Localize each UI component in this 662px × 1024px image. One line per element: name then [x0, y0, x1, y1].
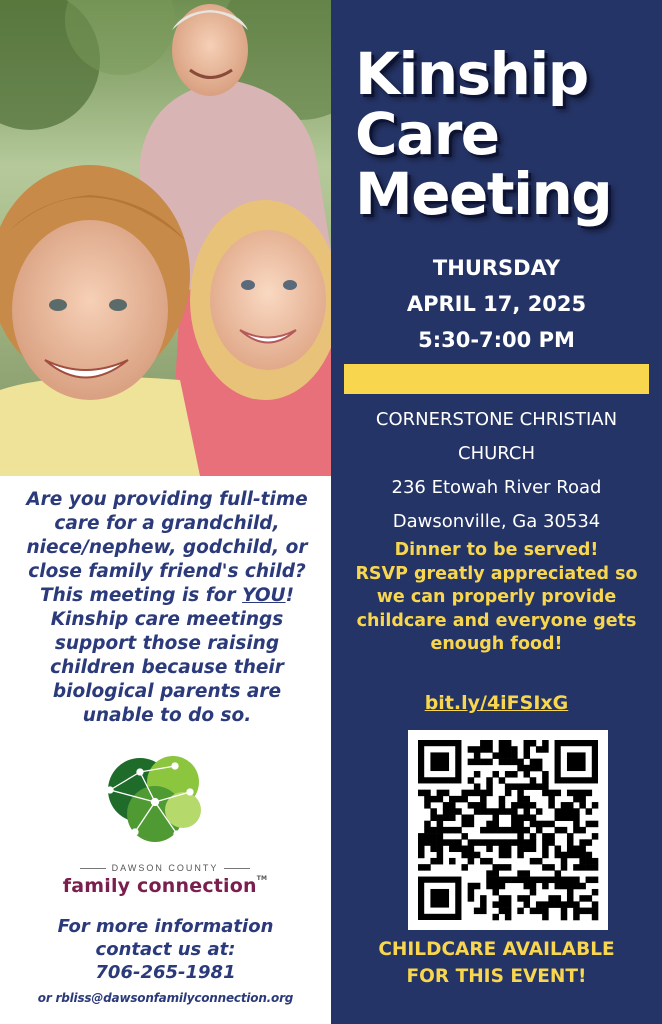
note-line: childcare and everyone gets — [356, 610, 637, 631]
intro-emphasis-you: YOU — [242, 585, 286, 606]
event-date: APRIL 17, 2025 — [406, 292, 587, 316]
family-connection-logo-icon — [95, 752, 215, 852]
note-line: RSVP greatly appreciated so — [355, 563, 638, 584]
title-line: Kinship — [355, 40, 588, 108]
intro-line: children because their — [50, 657, 284, 678]
divider — [224, 868, 250, 869]
venue-name: CORNERSTONE CHRISTIAN — [375, 409, 618, 430]
event-datetime — [331, 250, 662, 358]
event-venue — [331, 403, 662, 539]
intro-text-part: ! — [285, 585, 295, 606]
contact-line: For more information — [57, 916, 274, 937]
intro-line: Are you providing full-time — [26, 489, 308, 510]
contact-phone: 706-265-1981 — [95, 962, 236, 983]
event-day: THURSDAY — [432, 256, 561, 280]
intro-line: support those raising — [54, 633, 280, 654]
trademark-mark: TM — [256, 875, 268, 882]
right-column — [331, 0, 662, 1024]
org-name — [50, 875, 280, 897]
intro-line — [8, 584, 326, 608]
intro-line: Kinship care meetings — [50, 609, 284, 630]
contact-info — [0, 915, 331, 1007]
childcare-line: FOR THIS EVENT! — [406, 966, 587, 987]
venue-name: CHURCH — [458, 443, 535, 464]
intro-line: close family friend's child? — [28, 561, 306, 582]
note-line: enough food! — [430, 634, 563, 654]
intro-line: care for a grandchild, — [54, 513, 280, 534]
title-line: Care — [355, 100, 499, 168]
event-title — [355, 40, 655, 228]
contact-email: or rbliss@dawsonfamilyconnection.org — [37, 991, 294, 1005]
divider — [80, 868, 106, 869]
event-notes — [335, 539, 658, 657]
rsvp-link[interactable]: bit.ly/4iFSIxG — [424, 692, 569, 714]
county-name: DAWSON COUNTY — [111, 863, 219, 873]
qr-code-icon[interactable] — [408, 730, 608, 930]
event-time: 5:30-7:00 PM — [418, 328, 575, 352]
organization-wordmark — [50, 863, 280, 897]
note-line: Dinner to be served! — [394, 540, 599, 560]
note-line: we can properly provide — [376, 587, 617, 607]
childcare-notice — [331, 936, 662, 990]
accent-bar — [344, 364, 649, 394]
intro-line: niece/nephew, godchild, or — [26, 537, 308, 558]
family-photo — [0, 0, 331, 476]
contact-line: contact us at: — [95, 939, 236, 960]
venue-street: 236 Etowah River Road — [391, 477, 602, 498]
org-name-text: family connection — [62, 875, 257, 897]
intro-text-part: This meeting is for — [39, 585, 243, 606]
intro-text — [8, 488, 326, 728]
childcare-line: CHILDCARE AVAILABLE — [378, 939, 615, 960]
intro-line: unable to do so. — [82, 705, 252, 726]
venue-city: Dawsonville, Ga 30534 — [392, 511, 601, 532]
org-county-label — [50, 863, 280, 873]
intro-line: biological parents are — [52, 681, 282, 702]
title-line: Meeting — [355, 160, 612, 228]
